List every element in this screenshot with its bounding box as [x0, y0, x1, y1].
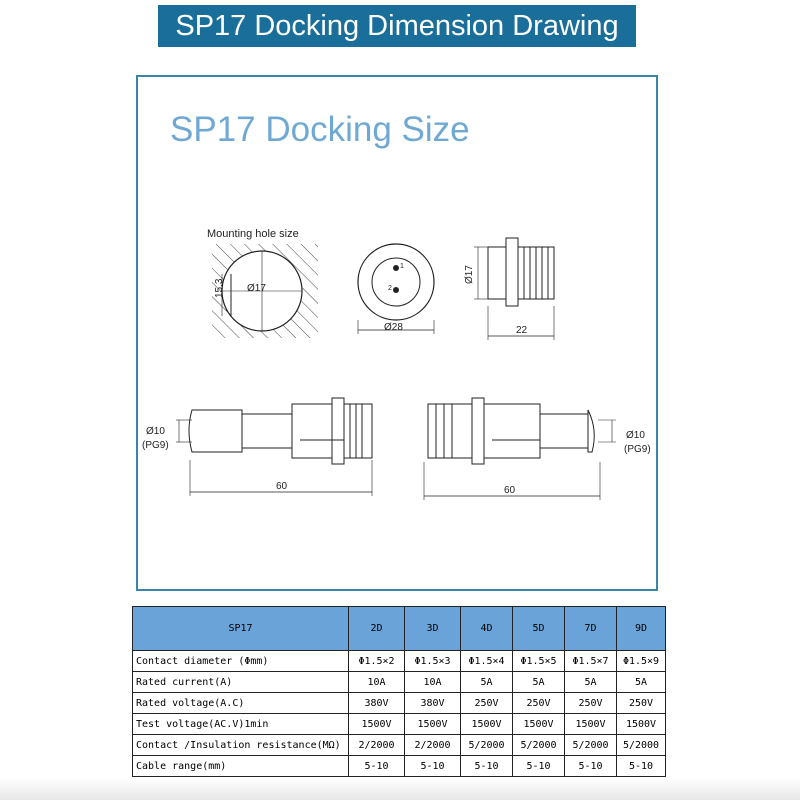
pin-2-label: 2: [388, 285, 392, 292]
page-title: SP17 Docking Dimension Drawing: [175, 10, 619, 42]
pin-1-label: 1: [400, 263, 404, 270]
side-view: [474, 238, 554, 340]
right-assembly-view: [424, 398, 616, 500]
front-view: [358, 244, 434, 334]
table-row: [133, 714, 666, 735]
table-cell: 5-10: [405, 756, 461, 777]
front-diameter-label: Ø28: [384, 322, 403, 333]
table-cell: 10A: [349, 672, 405, 693]
row-label: Rated current(A): [133, 672, 349, 693]
side-length-label: 22: [516, 325, 528, 336]
table-cell: 5/2000: [565, 735, 617, 756]
mounting-hole-label: Mounting hole size: [207, 228, 299, 240]
table-row: [133, 735, 666, 756]
left-cable-gland-label: (PG9): [142, 440, 169, 451]
header-cell: 7D: [565, 607, 617, 651]
table-cell: 2/2000: [405, 735, 461, 756]
table-cell: 5-10: [617, 756, 666, 777]
row-label: Cable range(mm): [133, 756, 349, 777]
table-cell: 1500V: [405, 714, 461, 735]
row-label: Rated voltage(A.C): [133, 693, 349, 714]
right-length-label: 60: [504, 485, 516, 496]
table-cell: 5A: [513, 672, 565, 693]
table-row: [133, 756, 666, 777]
table-cell: Φ1.5×5: [513, 651, 565, 672]
row-label: Contact diameter (Φmm): [133, 651, 349, 672]
table-cell: 2/2000: [349, 735, 405, 756]
table-cell: 380V: [349, 693, 405, 714]
left-assembly-view: [176, 398, 372, 496]
table-cell: Φ1.5×4: [461, 651, 513, 672]
left-length-label: 60: [276, 481, 288, 492]
table-cell: 250V: [461, 693, 513, 714]
side-diameter-label: Ø17: [464, 265, 475, 284]
hole-diameter-label: Ø17: [247, 283, 266, 294]
table-cell: 5-10: [513, 756, 565, 777]
table-cell: Φ1.5×2: [349, 651, 405, 672]
table-cell: 5-10: [349, 756, 405, 777]
right-cable-diameter-label: Ø10: [626, 430, 645, 441]
table-cell: 5/2000: [617, 735, 666, 756]
header-cell: 2D: [349, 607, 405, 651]
table-row: [133, 672, 666, 693]
table-cell: 250V: [513, 693, 565, 714]
left-cable-diameter-label: Ø10: [146, 426, 165, 437]
header-cell: 4D: [461, 607, 513, 651]
table-row: [133, 693, 666, 714]
header-cell: 5D: [513, 607, 565, 651]
table-cell: 5/2000: [513, 735, 565, 756]
right-cable-gland-label: (PG9): [624, 444, 651, 455]
table-cell: Φ1.5×7: [565, 651, 617, 672]
table-cell: 5-10: [461, 756, 513, 777]
table-cell: 1500V: [461, 714, 513, 735]
header-cell: 9D: [617, 607, 666, 651]
header-cell: SP17: [133, 607, 349, 651]
table-cell: Φ1.5×9: [617, 651, 666, 672]
row-label: Contact /Insulation resistance(MΩ): [133, 735, 349, 756]
table-row: [133, 651, 666, 672]
table-cell: 5/2000: [461, 735, 513, 756]
hole-height-label: 15.3: [214, 278, 225, 298]
table-cell: 10A: [405, 672, 461, 693]
table-cell: 5A: [617, 672, 666, 693]
table-cell: 1500V: [617, 714, 666, 735]
table-cell: 5A: [461, 672, 513, 693]
table-cell: Φ1.5×3: [405, 651, 461, 672]
drawing-title: SP17 Docking Size: [170, 110, 470, 149]
table-cell: 5A: [565, 672, 617, 693]
table-cell: 1500V: [349, 714, 405, 735]
header-cell: 3D: [405, 607, 461, 651]
row-label: Test voltage(AC.V)1min: [133, 714, 349, 735]
table-cell: 250V: [565, 693, 617, 714]
table-cell: 1500V: [565, 714, 617, 735]
table-cell: 1500V: [513, 714, 565, 735]
table-cell: 380V: [405, 693, 461, 714]
table-cell: 250V: [617, 693, 666, 714]
spec-table: [132, 606, 666, 777]
table-cell: 5-10: [565, 756, 617, 777]
bottom-shadow: [0, 778, 800, 800]
spec-table-header: [133, 607, 666, 651]
